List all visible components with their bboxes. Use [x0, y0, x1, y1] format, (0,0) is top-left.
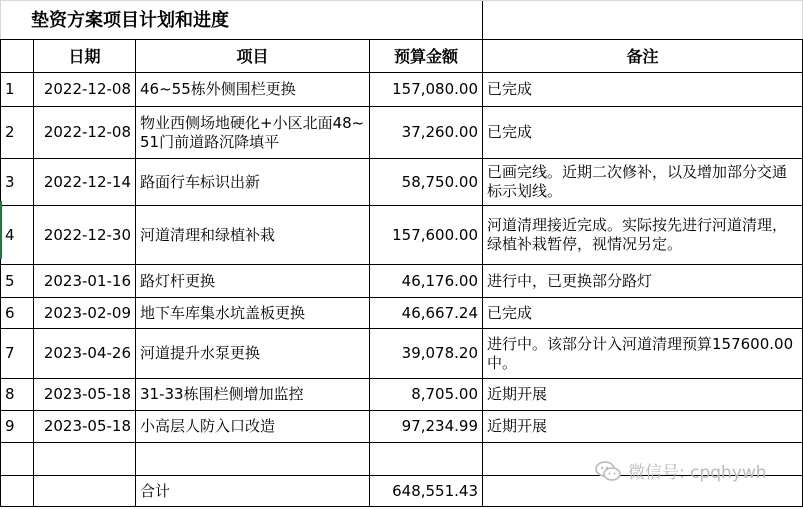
row-amount-cell[interactable]: 8,705.00	[370, 379, 483, 411]
row-date-cell[interactable]: 2022-12-14	[34, 159, 136, 206]
row-note-cell[interactable]: 进行中，已更换部分路灯	[483, 265, 803, 298]
row-note-cell[interactable]: 进行中。该部分计入河道清理预算157600.00中。	[483, 329, 803, 379]
total-amount[interactable]: 648,551.43	[370, 476, 483, 507]
active-row-marker	[0, 201, 2, 259]
row-project-cell[interactable]: 地下车库集水坑盖板更换	[136, 298, 370, 329]
row-amount-cell[interactable]: 157,600.00	[370, 206, 483, 265]
row-date-cell[interactable]: 2023-01-16	[34, 265, 136, 298]
row-project-cell[interactable]: 路面行车标识出新	[136, 159, 370, 206]
row-amount-cell[interactable]: 46,667.24	[370, 298, 483, 329]
empty-cell[interactable]	[370, 443, 483, 476]
row-index-cell[interactable]: 2	[1, 107, 34, 159]
row-amount-cell[interactable]: 157,080.00	[370, 73, 483, 107]
row-note-cell[interactable]: 已完成	[483, 107, 803, 159]
row-date-cell[interactable]: 2023-05-18	[34, 411, 136, 443]
empty-cell[interactable]	[1, 476, 34, 507]
row-project-cell[interactable]: 31-33栋围栏侧增加监控	[136, 379, 370, 411]
header-index[interactable]	[1, 40, 34, 73]
row-date-cell[interactable]: 2023-02-09	[34, 298, 136, 329]
row-amount-cell[interactable]: 46,176.00	[370, 265, 483, 298]
header-date[interactable]: 日期	[34, 40, 136, 73]
empty-cell[interactable]	[1, 443, 34, 476]
row-date-cell[interactable]: 2022-12-30	[34, 206, 136, 265]
empty-cell[interactable]	[136, 443, 370, 476]
row-note-cell[interactable]: 近期开展	[483, 411, 803, 443]
watermark	[594, 458, 767, 483]
row-index-cell[interactable]: 7	[1, 329, 34, 379]
row-index-cell[interactable]: 6	[1, 298, 34, 329]
row-project-cell[interactable]: 小高层人防入口改造	[136, 411, 370, 443]
title-row	[1, 1, 803, 40]
row-index-cell[interactable]: 4	[1, 206, 34, 265]
header-note[interactable]: 备注	[483, 40, 803, 73]
row-date-cell[interactable]: 2022-12-08	[34, 73, 136, 107]
row-index-cell[interactable]: 5	[1, 265, 34, 298]
row-note-cell[interactable]: 已画完线。近期二次修补，以及增加部分交通标示划线。	[483, 159, 803, 206]
row-amount-cell[interactable]: 37,260.00	[370, 107, 483, 159]
row-project-cell[interactable]: 物业西侧场地硬化+小区北面48~51门前道路沉降填平	[136, 107, 370, 159]
table-row	[1, 411, 803, 443]
empty-cell[interactable]	[34, 443, 136, 476]
header-row	[1, 40, 803, 73]
row-amount-cell[interactable]: 39,078.20	[370, 329, 483, 379]
row-note-cell[interactable]: 已完成	[483, 73, 803, 107]
sheet-title[interactable]: 垫资方案项目计划和进度	[1, 1, 483, 40]
table-row	[1, 379, 803, 411]
table-row	[1, 73, 803, 107]
table-row	[1, 298, 803, 329]
empty-cell[interactable]	[34, 476, 136, 507]
total-label[interactable]: 合计	[136, 476, 370, 507]
row-date-cell[interactable]: 2023-04-26	[34, 329, 136, 379]
row-project-cell[interactable]: 46~55栋外侧围栏更换	[136, 73, 370, 107]
header-project[interactable]: 项目	[136, 40, 370, 73]
row-project-cell[interactable]: 路灯杆更换	[136, 265, 370, 298]
row-index-cell[interactable]: 1	[1, 73, 34, 107]
table-row	[1, 265, 803, 298]
table-row	[1, 159, 803, 206]
wechat-icon	[594, 460, 622, 482]
table-row	[1, 206, 803, 265]
row-amount-cell[interactable]: 97,234.99	[370, 411, 483, 443]
row-index-cell[interactable]: 3	[1, 159, 34, 206]
row-date-cell[interactable]: 2023-05-18	[34, 379, 136, 411]
row-project-cell[interactable]: 河道清理和绿植补栽	[136, 206, 370, 265]
row-index-cell[interactable]: 8	[1, 379, 34, 411]
table-row	[1, 329, 803, 379]
title-empty-cell[interactable]	[483, 1, 803, 40]
row-note-cell[interactable]: 近期开展	[483, 379, 803, 411]
row-note-cell[interactable]: 已完成	[483, 298, 803, 329]
watermark-text: 微信号: cpqhywh	[628, 463, 767, 483]
row-date-cell[interactable]: 2022-12-08	[34, 107, 136, 159]
row-amount-cell[interactable]: 58,750.00	[370, 159, 483, 206]
header-amount[interactable]: 预算金额	[370, 40, 483, 73]
row-note-cell[interactable]: 河道清理接近完成。实际按先进行河道清理，绿植补栽暂停，视情况另定。	[483, 206, 803, 265]
row-project-cell[interactable]: 河道提升水泵更换	[136, 329, 370, 379]
table-row	[1, 107, 803, 159]
row-index-cell[interactable]: 9	[1, 411, 34, 443]
